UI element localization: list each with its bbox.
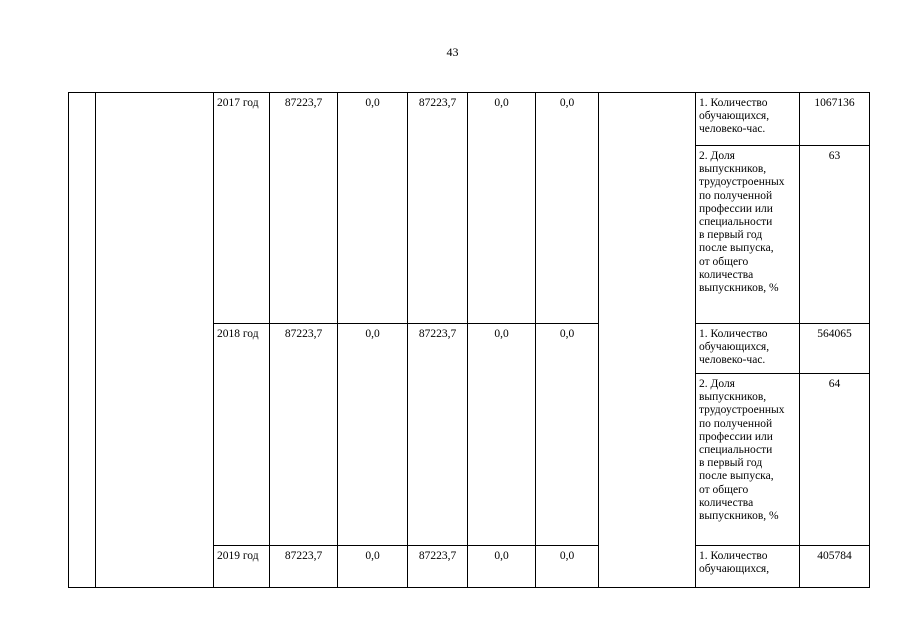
year-cell: 2017 год <box>214 93 270 324</box>
extra-budgetary-cell: 0,0 <box>536 93 599 324</box>
indicator-text-line: от общего <box>699 483 749 496</box>
name-column-cell <box>96 93 214 588</box>
indicator-text-line: специальности <box>699 444 773 457</box>
indicator-text-line: в первый год <box>699 457 763 470</box>
indicator-text-line: после выпуска, <box>699 470 774 483</box>
year-cell: 2019 год <box>214 546 270 588</box>
indicator-value-cell: 64 <box>800 374 870 546</box>
indicator-text-line: по полученной <box>699 417 773 430</box>
federal-budget-cell: 0,0 <box>338 324 408 546</box>
local-budget-cell: 0,0 <box>468 93 536 324</box>
indicator-text-line: в первый год <box>699 229 763 242</box>
extra-budgetary-cell: 0,0 <box>536 546 599 588</box>
indicator-text-line: человеко-час. <box>699 354 766 367</box>
indicator-text-line: профессии или <box>699 430 773 443</box>
indicator-text-line: после выпуска, <box>699 242 774 255</box>
indicator-text-line: человеко-час. <box>699 123 766 136</box>
regional-budget-cell: 87223,7 <box>408 546 468 588</box>
indicator-text-line: профессии или <box>699 202 773 215</box>
indicator-value-cell: 1067136 <box>800 93 870 146</box>
indicator-text-line: обучающихся, <box>699 110 770 123</box>
indicator-text-line: выпускников, <box>699 163 767 176</box>
local-budget-cell: 0,0 <box>468 546 536 588</box>
regional-budget-cell: 87223,7 <box>408 93 468 324</box>
indicator-text-line: 1. Количество <box>699 97 768 109</box>
total-funding-cell: 87223,7 <box>270 324 338 546</box>
indicator-text-line: количества <box>699 496 754 509</box>
table-row <box>69 93 870 146</box>
indicator-text-line: специальности <box>699 216 773 229</box>
indicator-text-line: обучающихся, <box>699 341 770 354</box>
extra-budgetary-cell: 0,0 <box>536 324 599 546</box>
indicator-text-line: количества <box>699 268 754 281</box>
local-budget-cell: 0,0 <box>468 324 536 546</box>
indicator-name-cell <box>696 93 800 146</box>
indicator-name-cell <box>696 146 800 324</box>
indicator-text-line: 1. Количество <box>699 328 768 340</box>
indicator-text-line: трудоустроенных <box>699 404 785 417</box>
federal-budget-cell: 0,0 <box>338 93 408 324</box>
federal-budget-cell: 0,0 <box>338 546 408 588</box>
indicator-value-cell: 564065 <box>800 324 870 374</box>
total-funding-cell: 87223,7 <box>270 546 338 588</box>
indicator-text-line: 2. Доля <box>699 378 735 390</box>
indicator-text-line: выпускников, <box>699 391 767 404</box>
indicator-text-line: от общего <box>699 255 749 268</box>
budget-table <box>68 92 870 588</box>
indicator-name-cell <box>696 324 800 374</box>
indicator-value-cell: 63 <box>800 146 870 324</box>
indicator-text-line: по полученной <box>699 189 773 202</box>
indicator-value-cell: 405784 <box>800 546 870 588</box>
total-funding-cell: 87223,7 <box>270 93 338 324</box>
indicator-text-line: 1. Количество <box>699 550 768 562</box>
page-number: 43 <box>446 45 459 59</box>
indicator-text-line: 2. Доля <box>699 150 735 162</box>
indicator-text-line: выпускников, % <box>699 510 779 523</box>
indicator-name-cell <box>696 546 800 588</box>
regional-budget-cell: 87223,7 <box>408 324 468 546</box>
indicator-text-line: обучающихся, <box>699 563 770 576</box>
indicator-text-line: трудоустроенных <box>699 176 785 189</box>
indicator-text-line: выпускников, % <box>699 282 779 295</box>
table-body <box>69 93 870 588</box>
year-cell: 2018 год <box>214 324 270 546</box>
number-column-cell <box>69 93 96 588</box>
indicator-name-cell <box>696 374 800 546</box>
executor-column-cell <box>599 93 696 588</box>
